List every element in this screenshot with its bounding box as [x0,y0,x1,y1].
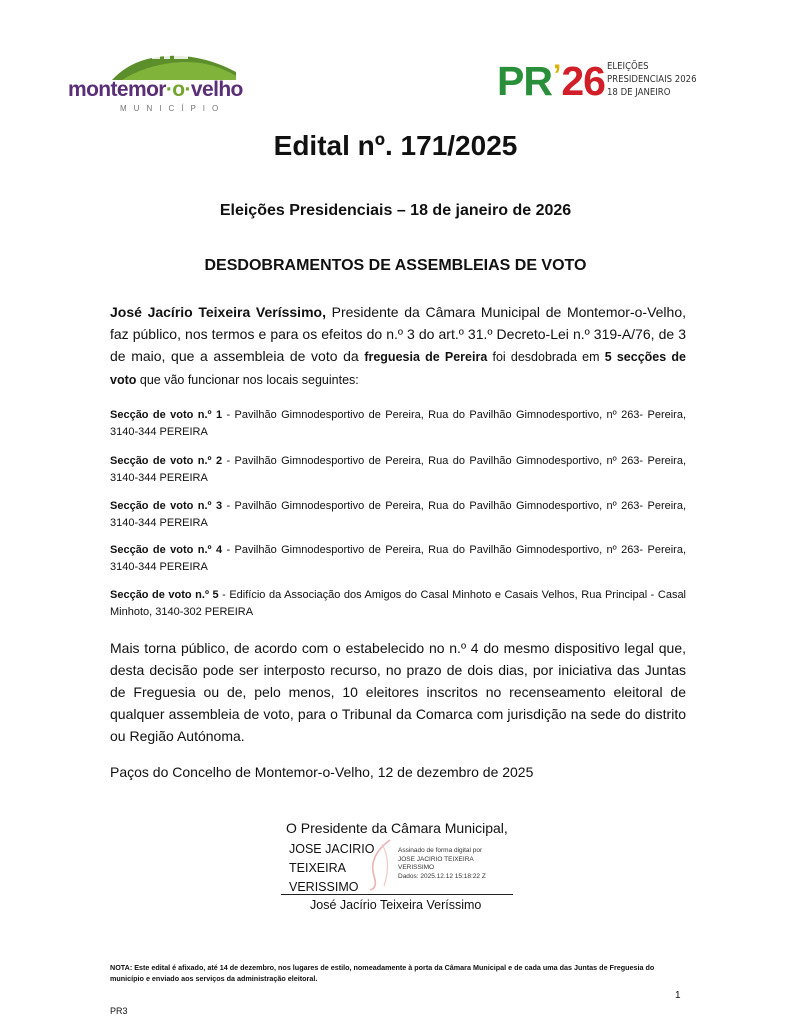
intro-paragraph: José Jacírio Teixeira Veríssimo, Presidente da Câmara Municipal de Montemor-o-Velho, faz público, nos termos e para os efeitos do n.º 3 do art.º 31.º Decreto-Lei n.º 319-A/76, de 3 de maio, que a assembleia de voto da freguesia de Pereira foi desdobrada em 5 secções de voto que vão funcionar nos locais seguintes: [110,304,686,387]
closing-paragraph: Mais torna público, de acordo com o estabelecido no n.º 4 do mesmo dispositivo legal que, desta decisão pode ser interposto recurso, no prazo de dois dias, por iniciativa das Juntas de Freguesia ou de, pelo menos, 10 eleitores inscritos no recenseamento eleitoral de qualquer assembleia de voto, para o Tribunal da Comarca com jurisdição na sede do distrito ou Região Autónoma. [110,640,686,744]
page-number: 1 [675,990,681,1001]
polling-section: Secção de voto n.º 2 - Pavilhão Gimnodesportivo de Pereira, Rua do Pavilhão Gimnodesportivo, nº 263- Pereira, 3140-344 PEREIRA [110,455,686,484]
digital-signer-name: JOSE JACIRIO TEIXEIRA VERISSIMO [289,842,375,894]
polling-section: Secção de voto n.º 3 - Pavilhão Gimnodesportivo de Pereira, Rua do Pavilhão Gimnodesportivo, nº 263- Pereira, 3140-344 PEREIRA [110,500,686,529]
document-code: PR3 [110,1006,128,1016]
polling-section: Secção de voto n.º 1 - Pavilhão Gimnodesportivo de Pereira, Rua do Pavilhão Gimnodesportivo, nº 263- Pereira, 3140-344 PEREIRA [110,409,686,438]
election-logo [497,58,697,108]
place-date: Paços do Concelho de Montemor-o-Velho, 12 de dezembro de 2025 [110,764,534,780]
election-logo-text: ELEIÇÕES PRESIDENCIAIS 2026 18 DE JANEIRO [607,61,697,98]
municipality-logo [68,50,243,114]
pr26-mark: PR’26 [497,58,605,104]
signature-printed-name: José Jacírio Teixeira Veríssimo [310,898,482,912]
signature-line [281,894,513,895]
page-title: Edital nº. 171/2025 [273,130,518,161]
subtitle: Eleições Presidenciais – 18 de janeiro de 2026 [219,202,572,219]
polling-section: Secção de voto n.º 4 - Pavilhão Gimnodesportivo de Pereira, Rua do Pavilhão Gimnodesportivo, nº 263- Pereira, 3140-344 PEREIRA [110,544,686,573]
municipality-subtitle: MUNICÍPIO [120,104,226,113]
polling-section: Secção de voto n.º 5 - Edifício da Associação dos Amigos do Casal Minhoto e Casais Velhos, Rua Principal - Casal Minhoto, 3140-302 PEREIRA [110,589,686,618]
digital-signature-stamp: Assinado de forma digital por JOSE JACIRIO TEIXEIRA VERISSIMO Dados: 2025.12.12 15:18:22 Z [398,847,486,880]
municipality-name: montemor·o·velho [68,78,243,101]
footer-note: NOTA: Este edital é afixado, até 14 de dezembro, nos lugares de estilo, nomeadamente à porta da Câmara Municipal e de cada uma das Juntas de Freguesia do município e enviado aos serviços da administração eleitoral. [110,963,655,983]
castle-hill-icon [112,50,236,80]
signature-role: O Presidente da Câmara Municipal, [286,820,508,836]
section-title: DESDOBRAMENTOS DE ASSEMBLEIAS DE VOTO [204,257,587,274]
